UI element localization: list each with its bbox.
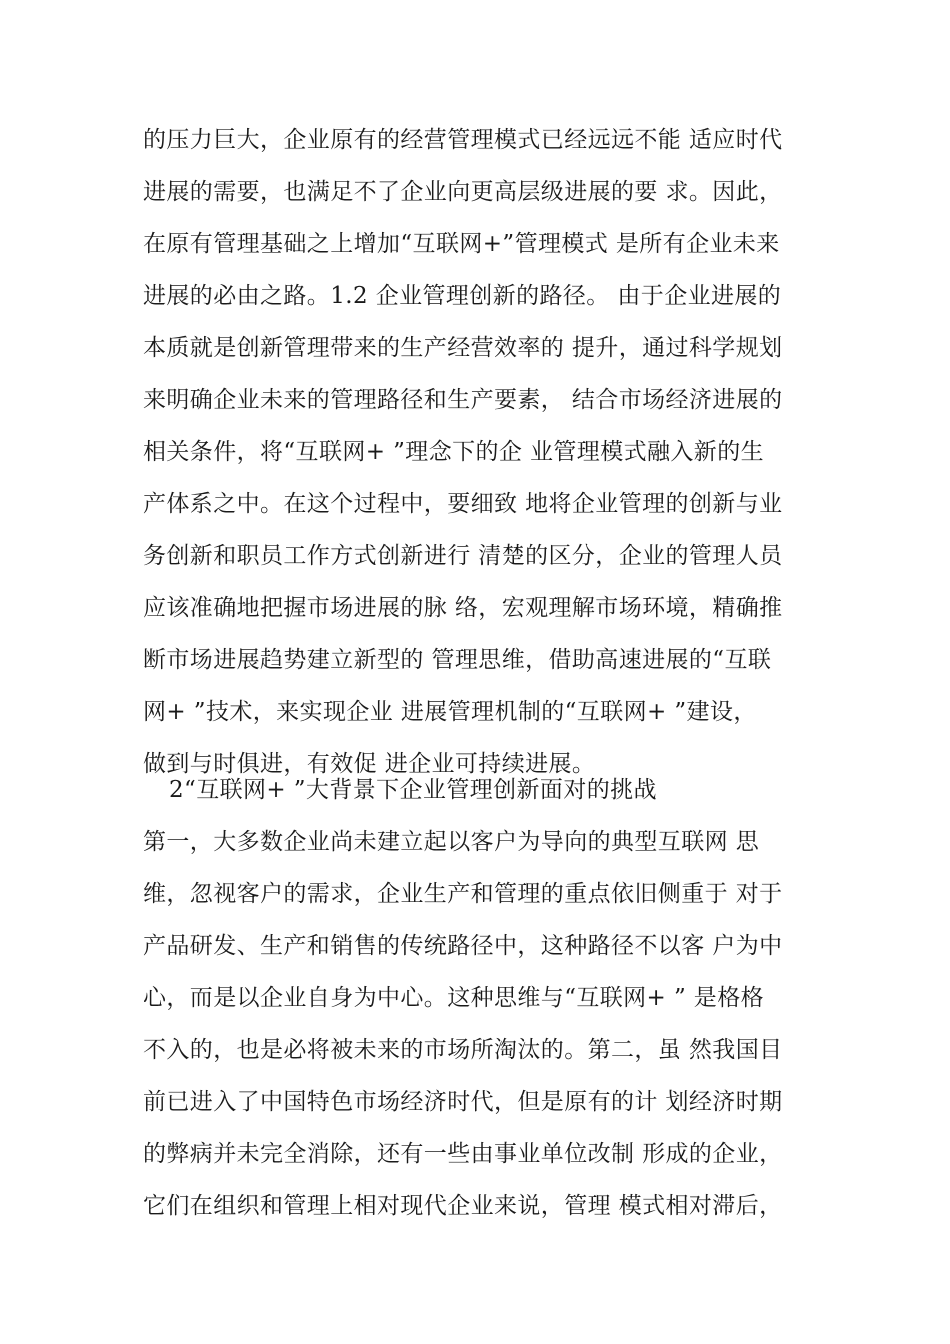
text-line: 前已进入了中国特色市场经济时代，但是原有的计 划经济时期 — [143, 1089, 783, 1115]
text-line: 产品研发、生产和销售的传统路径中，这种路径不以客 户为中 — [143, 933, 783, 959]
text-line: 不入的，也是必将被未来的市场所淘汰的。第二，虽 然我国目 — [143, 1037, 783, 1063]
paragraph-management-path — [143, 114, 843, 790]
text-line: 网+ ”技术，来实现企业 进展管理机制的“互联网+ ”建设， — [143, 699, 757, 725]
text-line: 它们在组织和管理上相对现代企业来说，管理 模式相对滞后， — [143, 1193, 783, 1219]
section-heading-block — [143, 764, 843, 816]
text-line: 本质就是创新管理带来的生产经营效率的 提升，通过科学规划 — [143, 335, 783, 361]
text-line: 相关条件，将“互联网+ ”理念下的企 业管理模式融入新的生 — [143, 439, 765, 465]
text-line: 来明确企业未来的管理路径和生产要素， 结合市场经济进展的 — [143, 387, 783, 413]
text-line: 进展的需要，也满足不了企业向更高层级进展的要 求。因此， — [143, 179, 783, 205]
text-line: 产体系之中。在这个过程中，要细致 地将企业管理的创新与业 — [143, 491, 783, 517]
text-line: 的弊病并未完全消除，还有一些由事业单位改制 形成的企业， — [143, 1141, 783, 1167]
text-line: 进展的必由之路。1.2 企业管理创新的路径。 由于企业进展的 — [143, 283, 782, 309]
text-line: 心，而是以企业自身为中心。这种思维与“互联网+ ” 是格格 — [143, 985, 765, 1011]
text-line: 务创新和职员工作方式创新进行 清楚的区分，企业的管理人员 — [143, 543, 783, 569]
section-heading: 2“互联网+ ”大背景下企业管理创新面对的挑战 — [169, 777, 657, 803]
text-line: 维，忽视客户的需求，企业生产和管理的重点依旧侧重于 对于 — [143, 881, 783, 907]
text-line: 应该准确地把握市场进展的脉 络，宏观理解市场环境，精确推 — [143, 595, 783, 621]
text-line: 第一，大多数企业尚未建立起以客户为导向的典型互联网 思 — [143, 829, 760, 855]
text-line: 做到与时俱进，有效促 进企业可持续进展。 — [143, 751, 596, 777]
paragraph-challenges — [143, 816, 843, 1232]
text-line: 的压力巨大，企业原有的经营管理模式已经远远不能 适应时代 — [143, 127, 783, 153]
text-line: 在原有管理基础之上增加“互联网+”管理模式 是所有企业未来 — [143, 231, 780, 257]
text-line: 断市场进展趋势建立新型的 管理思维，借助高速进展的“互联 — [143, 647, 772, 673]
